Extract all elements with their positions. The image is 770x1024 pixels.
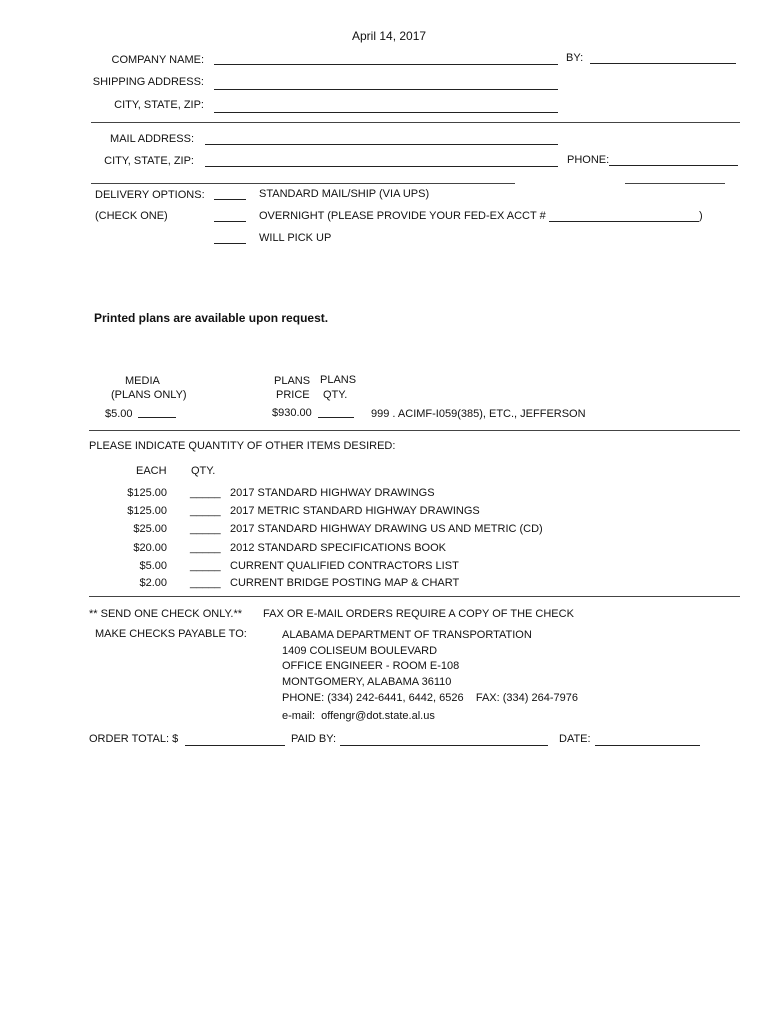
shipping-address-field[interactable]: [214, 89, 558, 90]
payee-email: e-mail: offengr@dot.state.al.us: [282, 710, 435, 722]
item-qty-blank[interactable]: _____: [190, 487, 221, 499]
plans-qty-header-sub: QTY.: [323, 389, 348, 401]
by-label: BY:: [566, 52, 584, 64]
city-state-zip-label: CITY, STATE, ZIP:: [114, 99, 204, 111]
item-price: $25.00: [133, 523, 167, 535]
item-qty-blank[interactable]: _____: [190, 577, 221, 589]
section-divider: [625, 183, 725, 184]
mail-city-state-zip-field[interactable]: [205, 166, 558, 167]
delivery-option-label: STANDARD MAIL/SHIP (VIA UPS): [259, 188, 430, 200]
media-header-sub: (PLANS ONLY): [111, 389, 187, 401]
city-state-zip-field[interactable]: [214, 112, 558, 113]
item-price: $2.00: [139, 577, 167, 589]
payable-to-label: MAKE CHECKS PAYABLE TO:: [95, 628, 247, 640]
payee-office: OFFICE ENGINEER - ROOM E-108: [282, 660, 460, 672]
check-one-label: (CHECK ONE): [95, 210, 168, 222]
item-description: 2017 METRIC STANDARD HIGHWAY DRAWINGS: [230, 505, 480, 517]
item-qty-blank[interactable]: _____: [190, 560, 221, 572]
qty-header: QTY.: [191, 465, 216, 477]
shipping-address-label: SHIPPING ADDRESS:: [92, 76, 204, 88]
mail-address-field[interactable]: [205, 144, 558, 145]
company-name-field[interactable]: [214, 64, 558, 65]
item-qty-blank[interactable]: _____: [190, 542, 221, 554]
section-divider: [89, 596, 740, 597]
section-divider: [91, 183, 515, 184]
payee-name: ALABAMA DEPARTMENT OF TRANSPORTATION: [282, 629, 532, 641]
by-field[interactable]: [590, 63, 736, 64]
form-date: April 14, 2017: [352, 29, 427, 43]
payee-street: 1409 COLISEUM BOULEVARD: [282, 645, 438, 657]
delivery-options-label: DELIVERY OPTIONS:: [95, 189, 205, 201]
plans-price: $930.00: [272, 407, 312, 419]
fedex-close-paren: ): [699, 210, 703, 222]
company-name-label: COMPANY NAME:: [111, 54, 204, 66]
delivery-option-label: OVERNIGHT (PLEASE PROVIDE YOUR FED-EX ACCT #: [259, 210, 546, 222]
plans-price-header-sub: PRICE: [276, 389, 310, 401]
section-divider: [91, 122, 740, 123]
fax-email-note: FAX OR E-MAIL ORDERS REQUIRE A COPY OF THE CHECK: [263, 608, 574, 620]
item-qty-blank[interactable]: _____: [190, 505, 221, 517]
media-price: $5.00: [105, 408, 133, 420]
each-header: EACH: [136, 465, 167, 477]
phone-label: PHONE:: [567, 154, 610, 166]
item-qty-blank[interactable]: _____: [190, 523, 221, 535]
printed-plans-notice: Printed plans are available upon request.: [94, 311, 329, 325]
section-divider: [89, 430, 740, 431]
item-description: CURRENT QUALIFIED CONTRACTORS LIST: [230, 560, 459, 572]
mail-address-label: MAIL ADDRESS:: [110, 133, 194, 145]
date-label: DATE:: [559, 733, 591, 745]
phone-field[interactable]: [609, 165, 738, 166]
plans-qty-field[interactable]: [318, 417, 354, 418]
item-description: 2017 STANDARD HIGHWAY DRAWING US AND METRIC (CD): [230, 523, 543, 535]
other-items-heading: PLEASE INDICATE QUANTITY OF OTHER ITEMS DESIRED:: [89, 440, 396, 452]
item-price: $125.00: [127, 505, 167, 517]
item-description: 2012 STANDARD SPECIFICATIONS BOOK: [230, 542, 446, 554]
order-total-field[interactable]: [185, 745, 285, 746]
media-header: MEDIA: [125, 375, 160, 387]
delivery-option-blank[interactable]: [214, 243, 246, 244]
paid-by-field[interactable]: [340, 745, 548, 746]
plans-price-header: PLANS: [274, 375, 311, 387]
paid-by-label: PAID BY:: [291, 733, 337, 745]
media-qty-field[interactable]: [138, 417, 176, 418]
item-price: $125.00: [127, 487, 167, 499]
item-description: 2017 STANDARD HIGHWAY DRAWINGS: [230, 487, 435, 499]
item-price: $5.00: [139, 560, 167, 572]
send-one-check-note: ** SEND ONE CHECK ONLY.**: [89, 608, 243, 620]
payee-phone-fax: PHONE: (334) 242-6441, 6442, 6526 FAX: (334) 264-7976: [282, 692, 578, 704]
project-description: 999 . ACIMF-I059(385), ETC., JEFFERSON: [371, 408, 586, 420]
delivery-option-blank[interactable]: [214, 199, 246, 200]
fedex-account-field[interactable]: [549, 221, 699, 222]
date-field[interactable]: [595, 745, 700, 746]
payee-city: MONTGOMERY, ALABAMA 36110: [282, 676, 452, 688]
delivery-option-blank[interactable]: [214, 221, 246, 222]
mail-city-state-zip-label: CITY, STATE, ZIP:: [104, 155, 194, 167]
order-total-label: ORDER TOTAL: $: [89, 733, 179, 745]
plans-qty-header: PLANS: [320, 374, 357, 386]
item-price: $20.00: [133, 542, 167, 554]
item-description: CURRENT BRIDGE POSTING MAP & CHART: [230, 577, 460, 589]
delivery-option-label: WILL PICK UP: [259, 232, 332, 244]
